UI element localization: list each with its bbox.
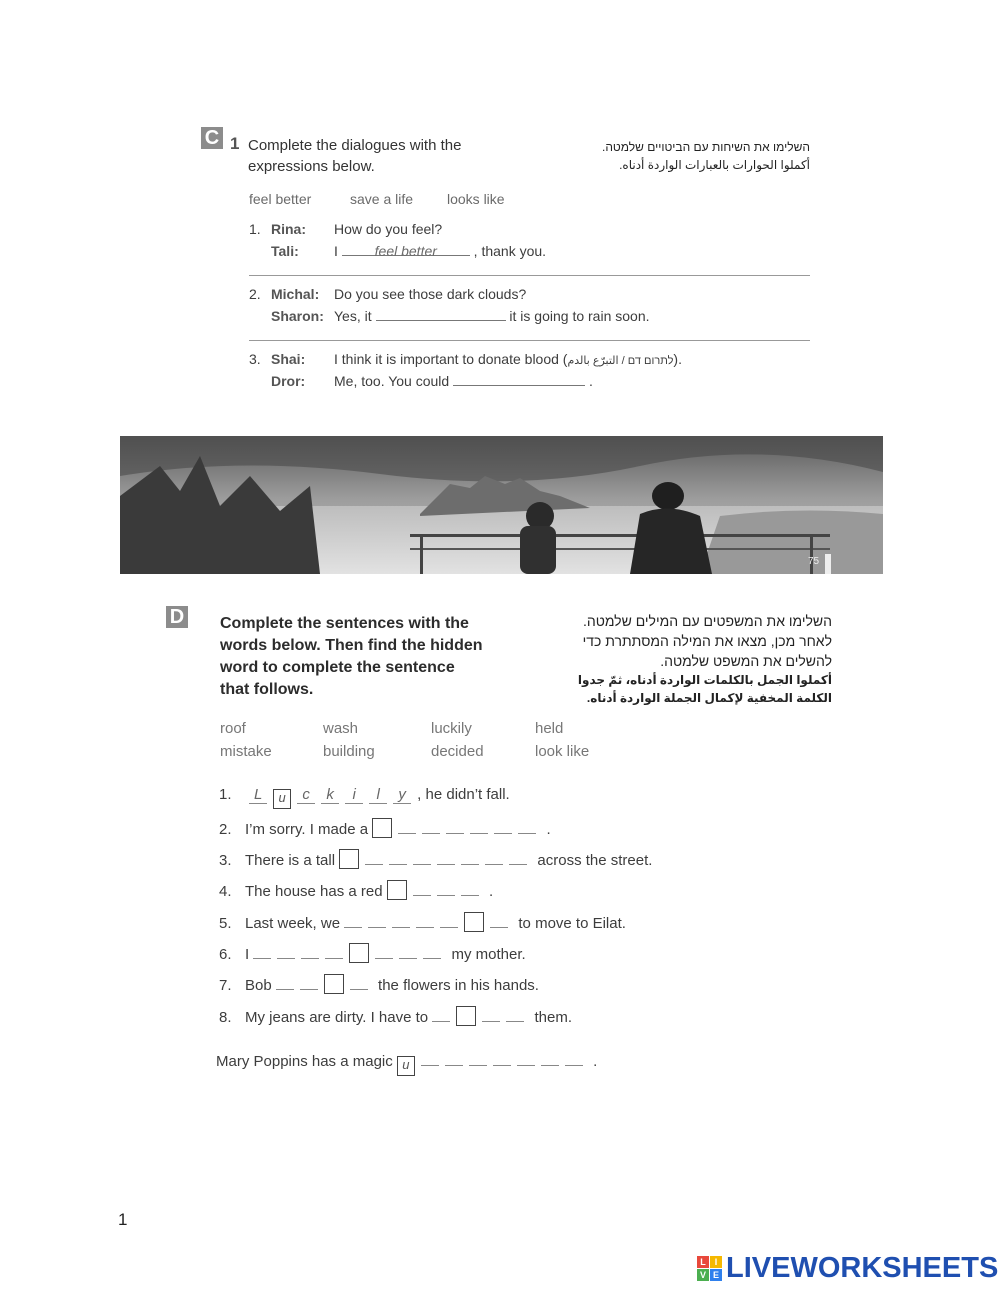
- letter-blank[interactable]: [422, 819, 440, 834]
- sentence-end: them.: [534, 1009, 572, 1026]
- instruction-line: word to complete the sentence: [220, 659, 455, 676]
- sentence-number: 2.: [219, 821, 232, 838]
- sentence-end: .: [488, 883, 494, 900]
- sentence-start: Mary Poppins has a magic: [216, 1053, 393, 1070]
- instruction-line: words below. Then find the hidden: [220, 637, 483, 654]
- letter-slot: L: [249, 786, 267, 804]
- hidden-letter-box[interactable]: [464, 912, 484, 932]
- word-bank-item: decided: [431, 743, 484, 760]
- letter-blank[interactable]: [445, 1051, 463, 1066]
- sentence-number: 5.: [219, 915, 232, 932]
- answer-field[interactable]: [342, 243, 470, 259]
- dialogue-response: [334, 373, 593, 389]
- sentence-number: 8.: [219, 1009, 232, 1026]
- sentence-end: , he didn’t fall.: [417, 786, 510, 803]
- sentence-end: across the street.: [537, 852, 653, 869]
- letter-blank[interactable]: [461, 850, 479, 865]
- letter-slot: l: [369, 786, 387, 804]
- photo-illustration: [120, 436, 883, 574]
- instruction-arabic: الكلمة المخفية لإكمال الجملة الواردة أدناه.: [586, 691, 832, 705]
- dialogue-number: 3.: [249, 351, 261, 367]
- page-mark: 75: [808, 556, 820, 567]
- letter-blank[interactable]: [432, 1007, 450, 1022]
- speaker-name: Shai:: [271, 351, 306, 367]
- dialogue-line-text: I think it is important to donate blood (: [334, 351, 568, 367]
- letter-blank[interactable]: [482, 1007, 500, 1022]
- letter-blank[interactable]: [469, 1051, 487, 1066]
- instruction-line: that follows.: [220, 681, 314, 698]
- sentence-start: My jeans are dirty. I have to: [245, 1009, 429, 1026]
- sentence-end: .: [546, 821, 551, 838]
- sentence-row: [219, 786, 510, 809]
- landscape-photo: [120, 436, 883, 574]
- sentence-row: [219, 849, 652, 869]
- word-bank-item: looks like: [447, 191, 505, 207]
- sentence-start: There is a tall: [245, 852, 336, 869]
- letter-blank[interactable]: [541, 1051, 559, 1066]
- letter-blank[interactable]: [276, 975, 294, 990]
- word-bank-item: mistake: [220, 743, 272, 760]
- letter-slot: y: [393, 786, 411, 804]
- response-end: it is going to rain soon.: [509, 308, 650, 324]
- speaker-name: Michal:: [271, 286, 320, 302]
- dialogue-line: Do you see those dark clouds?: [334, 286, 527, 302]
- letter-blank[interactable]: [253, 944, 271, 959]
- letter-blank[interactable]: [375, 944, 393, 959]
- word-bank-item: look like: [535, 743, 590, 760]
- sentence-start: I’m sorry. I made a: [245, 821, 369, 838]
- translation-note: לתרום דם / التبرّع بالدم: [567, 355, 674, 367]
- section-c-badge: C: [201, 127, 223, 149]
- sentence-number: 4.: [219, 883, 232, 900]
- letter-blank[interactable]: [493, 1051, 511, 1066]
- letter-blank[interactable]: [413, 850, 431, 865]
- speaker-name: Rina:: [271, 221, 306, 237]
- letter-blank[interactable]: [506, 1007, 524, 1022]
- hidden-word-sentence: [216, 1051, 597, 1076]
- letter-blank[interactable]: [437, 850, 455, 865]
- sentence-start: Bob: [245, 977, 272, 994]
- sentence-start: I: [245, 946, 250, 963]
- dialogue-line-end: ).: [673, 351, 682, 367]
- page-number: 1: [118, 1210, 128, 1229]
- instruction-line: Complete the dialogues with the: [248, 137, 462, 154]
- letter-blank[interactable]: [470, 819, 488, 834]
- instruction-hebrew: השלימו את השיחות עם הביטויים שלמטה.: [601, 140, 810, 154]
- speaker-name: Dror:: [271, 373, 306, 389]
- letter-blank[interactable]: [365, 850, 383, 865]
- letter-blank[interactable]: [413, 881, 431, 896]
- letter-blank[interactable]: [485, 850, 503, 865]
- dialogue-number: 1.: [249, 221, 261, 237]
- letter-blank[interactable]: [423, 944, 441, 959]
- sentence-number: 3.: [219, 852, 232, 869]
- word-bank-item: roof: [220, 720, 246, 737]
- letter-blank[interactable]: [446, 819, 464, 834]
- answer-field[interactable]: [376, 308, 506, 321]
- dialogue-line: How do you feel?: [334, 221, 443, 237]
- letter-blank[interactable]: [325, 944, 343, 959]
- word-bank-item: held: [535, 720, 564, 737]
- sentence-number: 1.: [219, 786, 232, 803]
- hidden-letter-box[interactable]: [339, 849, 359, 869]
- letter-blank[interactable]: [389, 850, 407, 865]
- letter-blank[interactable]: [565, 1051, 583, 1066]
- letter-blank[interactable]: [440, 913, 458, 928]
- logo-letter-v: V: [697, 1269, 709, 1281]
- letter-blank[interactable]: [344, 913, 362, 928]
- response-end: , thank you.: [473, 243, 547, 259]
- letter-blank[interactable]: [461, 881, 479, 896]
- sentence-row: [219, 818, 551, 838]
- section-d-instruction: [220, 613, 483, 701]
- answer-text: feel better: [374, 243, 437, 259]
- speaker-name: Tali:: [271, 243, 299, 259]
- letter-blank[interactable]: [517, 1051, 535, 1066]
- dialogue-line: [334, 351, 682, 367]
- word-bank-item: save a life: [350, 191, 414, 207]
- response-start: Yes, it: [334, 308, 372, 324]
- dialogue-response: [334, 243, 546, 259]
- logo-letter-e: E: [710, 1269, 722, 1281]
- sentence-number: 7.: [219, 977, 232, 994]
- word-bank-item: wash: [323, 720, 359, 737]
- sentence-row: [219, 1006, 572, 1026]
- letter-blank[interactable]: [490, 913, 508, 928]
- sentence-end: .: [593, 1053, 598, 1070]
- response-start: I: [334, 243, 338, 259]
- letter-slot: c: [297, 786, 315, 804]
- liveworksheets-logo-icon: [697, 1256, 723, 1282]
- sentence-row: [219, 880, 493, 900]
- letter-blank[interactable]: [368, 913, 386, 928]
- hidden-letter-box[interactable]: [349, 943, 369, 963]
- sentence-end: my mother.: [451, 946, 526, 963]
- letter-blank[interactable]: [350, 975, 368, 990]
- speaker-name: Sharon:: [271, 308, 324, 324]
- instruction-arabic: أكملوا الحوارات بالعبارات الواردة أدناه.: [619, 158, 810, 172]
- letter-blank[interactable]: [437, 881, 455, 896]
- divider: [249, 340, 810, 341]
- divider: [249, 275, 810, 276]
- dialogue-number: 2.: [249, 286, 261, 302]
- letter-blank[interactable]: [277, 944, 295, 959]
- answer-field[interactable]: [453, 373, 585, 386]
- letter-blank[interactable]: [398, 819, 416, 834]
- sentence-row: [219, 943, 526, 963]
- sentence-start: Last week, we: [245, 915, 341, 932]
- sentence-end: the flowers in his hands.: [378, 977, 539, 994]
- response-start: Me, too. You could: [334, 373, 450, 389]
- letter-slot: i: [345, 786, 363, 804]
- exercise-number: 1: [230, 134, 240, 153]
- instruction-arabic: أكملوا الجمل بالكلمات الواردة أدناه، ثمّ جدوا: [577, 673, 832, 687]
- section-d-instruction-translation: [560, 611, 832, 707]
- dialogue-response: [334, 308, 650, 324]
- response-end: .: [588, 373, 593, 389]
- word-bank-item: building: [323, 743, 375, 760]
- letter-slot: k: [321, 786, 339, 804]
- logo-letter-i: I: [710, 1256, 722, 1268]
- hidden-letter-box[interactable]: [372, 818, 392, 838]
- hidden-letter-box[interactable]: [387, 880, 407, 900]
- section-c-instruction-translation: [580, 138, 810, 174]
- letter-blank[interactable]: [301, 944, 319, 959]
- sentence-row: [219, 974, 539, 994]
- hidden-letter-box[interactable]: [324, 974, 344, 994]
- sentence-end: to move to Eilat.: [518, 915, 626, 932]
- sentence-number: 6.: [219, 946, 232, 963]
- hidden-letter-box[interactable]: [456, 1006, 476, 1026]
- word-bank-item: luckily: [431, 720, 472, 737]
- section-d-badge: D: [166, 606, 188, 628]
- instruction-line: expressions below.: [248, 158, 375, 175]
- section-c-instruction: [248, 135, 461, 177]
- sentence-row: [219, 912, 626, 932]
- instruction-hebrew: להשלים את המשפט שלמטה.: [660, 653, 832, 669]
- letter-blank[interactable]: [509, 850, 527, 865]
- letter-blank[interactable]: [518, 819, 536, 834]
- word-bank-item: feel better: [249, 191, 312, 207]
- liveworksheets-brand[interactable]: LIVEWORKSHEETS: [726, 1252, 999, 1284]
- letter-blank[interactable]: [416, 913, 434, 928]
- instruction-line: Complete the sentences with the: [220, 615, 469, 632]
- letter-blank[interactable]: [421, 1051, 439, 1066]
- letter-blank[interactable]: [399, 944, 417, 959]
- instruction-hebrew: לאחר מכן, מצאו את המילה המסתתרת כדי: [582, 633, 832, 649]
- logo-letter-l: L: [697, 1256, 709, 1268]
- hidden-letter-box: u: [397, 1056, 415, 1076]
- letter-blank[interactable]: [392, 913, 410, 928]
- hidden-letter-box: u: [273, 789, 291, 809]
- letter-blank[interactable]: [300, 975, 318, 990]
- sentence-start: The house has a red: [245, 883, 383, 900]
- instruction-hebrew: השלימו את המשפטים עם המילים שלמטה.: [582, 613, 832, 629]
- letter-blank[interactable]: [494, 819, 512, 834]
